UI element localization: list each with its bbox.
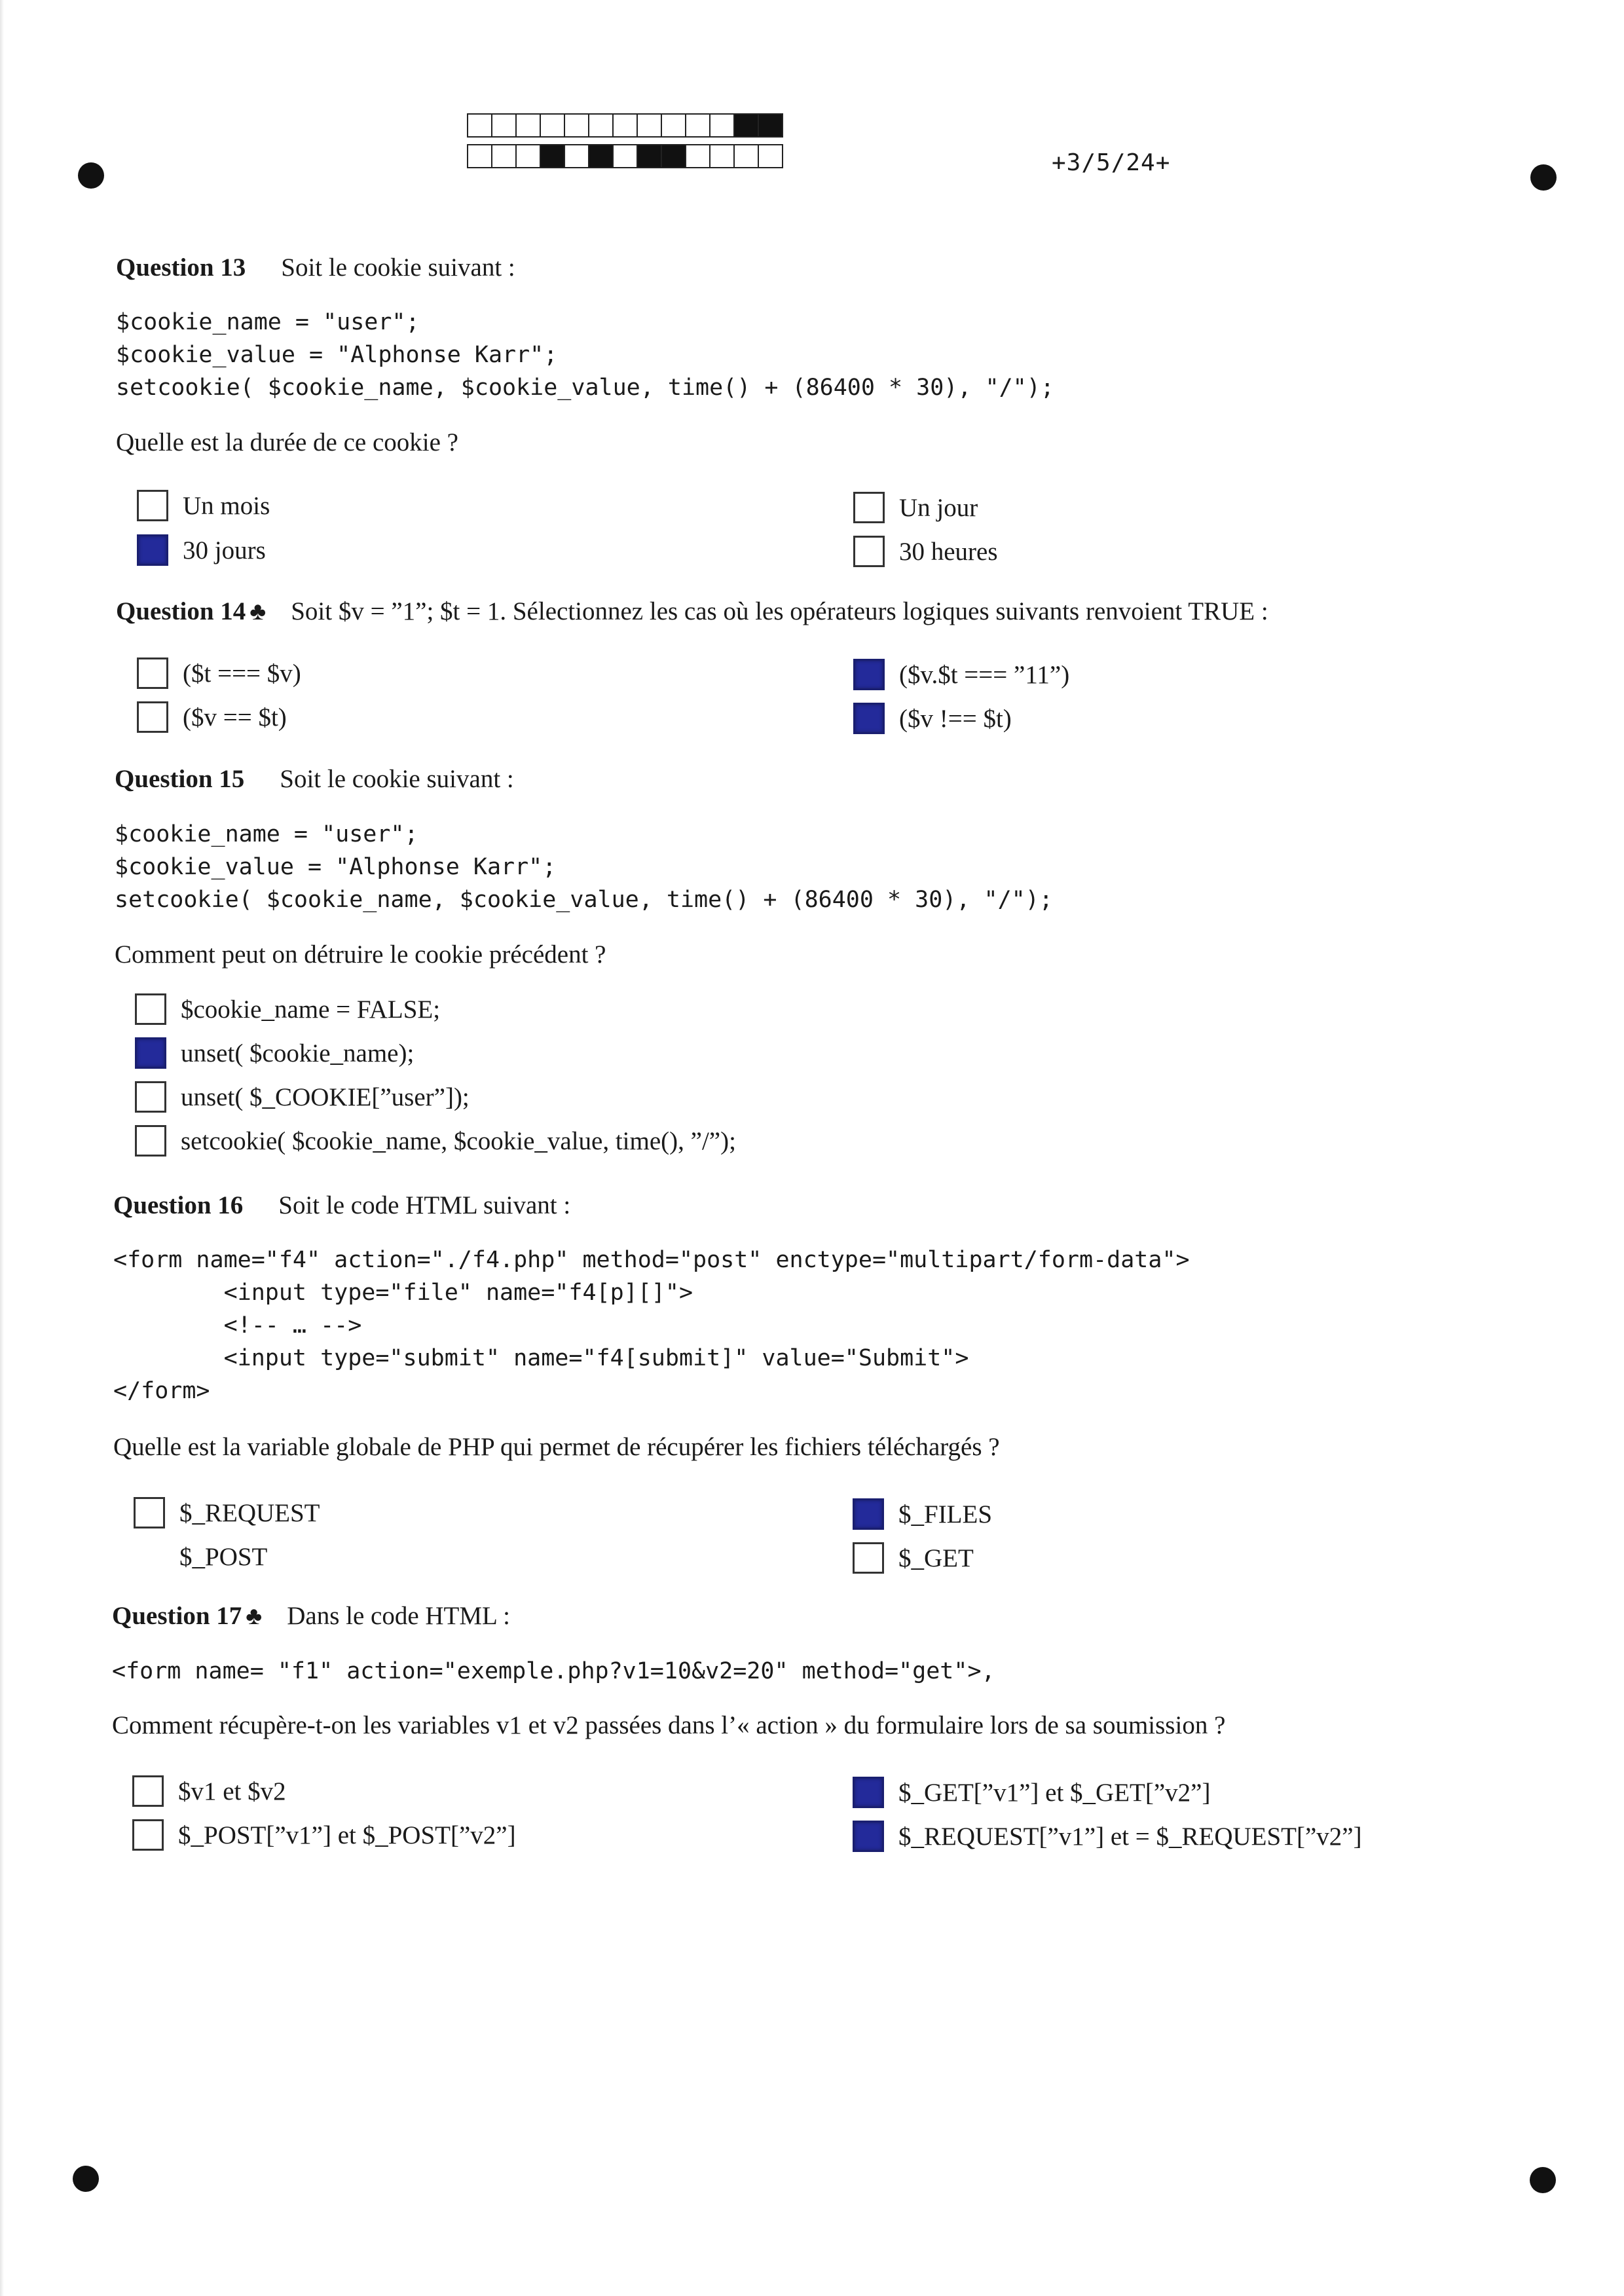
checkbox[interactable] xyxy=(132,1775,164,1807)
checkbox[interactable] xyxy=(137,657,168,689)
q13-option-1[interactable] xyxy=(137,490,270,521)
q13-option-4[interactable] xyxy=(853,536,998,567)
question-number: Question 13 xyxy=(116,253,246,282)
q17-prompt: Comment récupère-t-on les variables v1 et v2 passées dans l’« action » du formulaire lors de sa soumission ? xyxy=(112,1711,1226,1739)
checkbox[interactable] xyxy=(134,1497,165,1528)
option-label: setcookie( $cookie_name, $cookie_value, time(), ”/”); xyxy=(181,1126,736,1155)
id-grid-cell xyxy=(661,113,686,138)
id-grid-cell xyxy=(564,144,589,168)
q16-option-2[interactable] xyxy=(134,1541,267,1572)
option-label: $_GET[”v1”] et $_GET[”v2”] xyxy=(898,1778,1211,1807)
q14-option-1[interactable] xyxy=(137,657,301,689)
q14-option-2[interactable] xyxy=(137,701,287,733)
option-label: $cookie_name = FALSE; xyxy=(181,995,441,1024)
id-grid-cell xyxy=(588,113,614,138)
option-label: ($v !== $t) xyxy=(899,704,1012,733)
q16-prompt: Quelle est la variable globale de PHP qui permet de récupérer les fichiers téléchargés ? xyxy=(113,1433,1000,1461)
id-grid-cell xyxy=(685,144,710,168)
q16-option-4[interactable] xyxy=(853,1542,974,1574)
id-grid-cell xyxy=(758,144,783,168)
id-grid-cell xyxy=(733,113,759,138)
checkbox[interactable] xyxy=(135,993,166,1025)
option-label: Un jour xyxy=(899,493,978,522)
id-grid-cell xyxy=(637,144,662,168)
question-text: Dans le code HTML : xyxy=(287,1602,511,1630)
checkbox[interactable] xyxy=(135,1081,166,1113)
page-edge xyxy=(0,0,4,2296)
id-grid-cell xyxy=(564,113,589,138)
student-id-grid-row-1 xyxy=(467,113,782,138)
id-grid-cell xyxy=(637,113,662,138)
checkbox[interactable] xyxy=(135,1037,166,1069)
q17-option-3[interactable] xyxy=(853,1777,1210,1808)
id-grid-cell xyxy=(758,113,783,138)
checkbox[interactable] xyxy=(853,1542,884,1574)
checkbox[interactable] xyxy=(137,490,168,521)
option-label: $_REQUEST[”v1”] et = $_REQUEST[”v2”] xyxy=(898,1822,1362,1851)
question-13-title xyxy=(116,253,515,282)
option-label: ($t === $v) xyxy=(183,659,301,688)
id-grid-cell xyxy=(709,144,735,168)
option-label: unset( $cookie_name); xyxy=(181,1039,415,1067)
checkbox[interactable] xyxy=(853,1498,884,1530)
option-label: $_POST[”v1”] et $_POST[”v2”] xyxy=(178,1821,516,1849)
id-grid-cell xyxy=(515,113,541,138)
id-grid-cell xyxy=(612,113,638,138)
question-number: Question 16 xyxy=(113,1191,244,1219)
q17-option-4[interactable] xyxy=(853,1821,1362,1852)
id-grid-cell xyxy=(540,113,565,138)
q13-option-3[interactable] xyxy=(853,492,978,523)
registration-mark-bottom-left xyxy=(73,2166,99,2192)
checkbox[interactable] xyxy=(132,1819,164,1851)
club-icon: ♣ xyxy=(246,1602,263,1630)
registration-mark-bottom-right xyxy=(1530,2167,1556,2193)
question-text: Soit le cookie suivant : xyxy=(281,253,515,282)
q17-code-block: <form name= "f1" action="exemple.php?v1=10&v2=20" method="get">, xyxy=(112,1658,995,1684)
q15-option-3[interactable] xyxy=(135,1081,470,1113)
question-15-title xyxy=(115,764,514,794)
id-grid-cell xyxy=(491,113,517,138)
option-label: unset( $_COOKIE[”user”]); xyxy=(181,1083,470,1111)
q15-prompt: Comment peut on détruire le cookie précédent ? xyxy=(115,940,606,969)
question-17-title xyxy=(112,1601,510,1631)
q15-option-2[interactable] xyxy=(135,1037,414,1069)
q15-code-block: $cookie_name = "user"; $cookie_value = "Alphonse Karr"; setcookie( $cookie_name, $cookie_value, time() + (86400 * 30), "/"); xyxy=(115,821,1053,913)
question-number: Question 14 xyxy=(116,597,246,625)
id-grid-cell xyxy=(612,144,638,168)
checkbox[interactable] xyxy=(137,701,168,733)
option-label: $_FILES xyxy=(898,1500,993,1528)
question-number: Question 17 xyxy=(112,1602,242,1630)
question-16-title xyxy=(113,1191,570,1220)
checkbox[interactable] xyxy=(135,1125,166,1157)
option-label: Un mois xyxy=(183,491,270,520)
option-label: 30 heures xyxy=(899,537,998,566)
question-text: Soit $v = ”1”; $t = 1. Sélectionnez les cas où les opérateurs logiques suivants renvoient TRUE : xyxy=(291,597,1268,625)
option-label: $_POST xyxy=(179,1542,268,1571)
id-grid-cell xyxy=(491,144,517,168)
id-grid-cell xyxy=(685,113,710,138)
q13-option-2[interactable] xyxy=(137,534,266,566)
q13-prompt: Quelle est la durée de ce cookie ? xyxy=(116,428,458,456)
q15-option-4[interactable] xyxy=(135,1125,736,1157)
option-label: 30 jours xyxy=(183,536,266,565)
student-id-grid-row-2 xyxy=(467,144,782,168)
q16-option-3[interactable] xyxy=(853,1498,992,1530)
q16-code-block: <form name="f4" action="./f4.php" method="post" enctype="multipart/form-data"> <input type="file" name="f4[p][]"> <!-- … --> <input type="submit" name="f4[submit]" value="Submit"> </form> xyxy=(113,1247,1190,1404)
id-grid-cell xyxy=(467,144,492,168)
checkbox[interactable] xyxy=(137,534,168,566)
registration-mark-top-left xyxy=(78,162,104,189)
checkbox[interactable] xyxy=(853,492,885,523)
id-grid-cell xyxy=(709,113,735,138)
option-label: $v1 et $v2 xyxy=(178,1777,286,1805)
checkbox[interactable] xyxy=(134,1541,165,1572)
question-14-title xyxy=(116,597,1268,626)
q14-option-4[interactable] xyxy=(853,703,1012,734)
question-text: Soit le cookie suivant : xyxy=(280,765,514,793)
question-number: Question 15 xyxy=(115,765,245,793)
id-grid-cell xyxy=(733,144,759,168)
checkbox[interactable] xyxy=(853,536,885,567)
club-icon: ♣ xyxy=(249,598,267,625)
question-text: Soit le code HTML suivant : xyxy=(278,1191,571,1219)
id-grid-cell xyxy=(588,144,614,168)
id-grid-cell xyxy=(467,113,492,138)
page-code: +3/5/24+ xyxy=(1052,149,1171,176)
q13-code-block: $cookie_name = "user"; $cookie_value = "Alphonse Karr"; setcookie( $cookie_name, $cookie_value, time() + (86400 * 30), "/"); xyxy=(116,309,1054,401)
id-grid-cell xyxy=(661,144,686,168)
id-grid-cell xyxy=(515,144,541,168)
q14-option-3[interactable] xyxy=(853,659,1069,690)
option-label: ($v == $t) xyxy=(183,703,287,731)
option-label: $_REQUEST xyxy=(179,1498,320,1527)
q16-option-1[interactable] xyxy=(134,1497,320,1528)
option-label: ($v.$t === ”11”) xyxy=(899,660,1070,689)
q17-option-1[interactable] xyxy=(132,1775,286,1807)
checkbox[interactable] xyxy=(853,1821,884,1852)
id-grid-cell xyxy=(540,144,565,168)
checkbox[interactable] xyxy=(853,703,885,734)
q15-option-1[interactable] xyxy=(135,993,440,1025)
checkbox[interactable] xyxy=(853,1777,884,1808)
q17-option-2[interactable] xyxy=(132,1819,516,1851)
checkbox[interactable] xyxy=(853,659,885,690)
option-label: $_GET xyxy=(898,1544,974,1572)
registration-mark-top-right xyxy=(1530,164,1557,191)
